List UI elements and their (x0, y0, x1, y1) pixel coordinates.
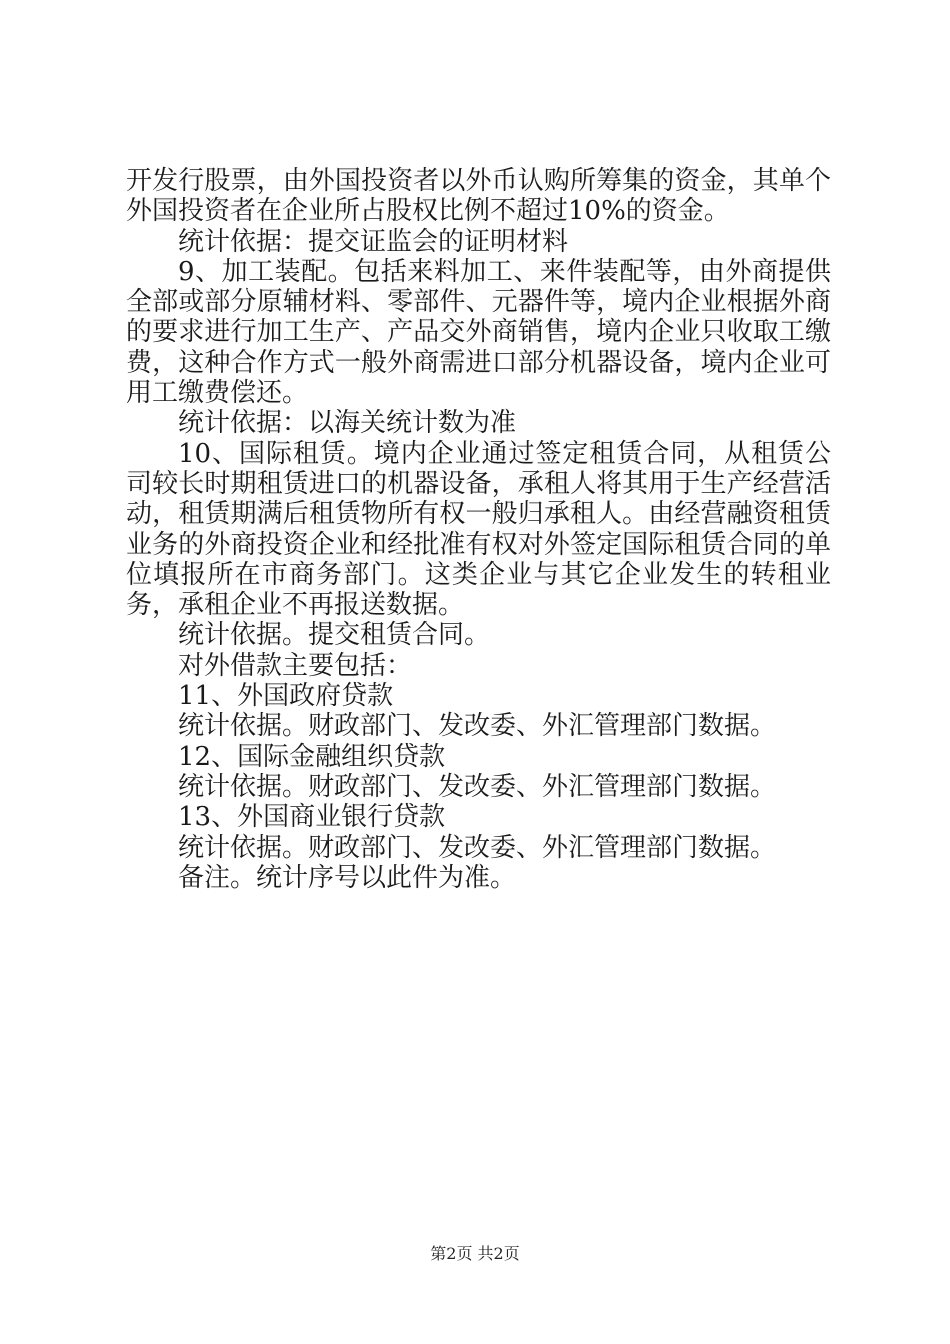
paragraph-basis-securities: 统计依据：提交证监会的证明材料 (178, 226, 569, 257)
paragraph-remark: 备注。统计序号以此件为准。 (178, 862, 517, 893)
paragraph-basis-11: 统计依据。财政部门、发改委、外汇管理部门数据。 (178, 711, 777, 742)
paragraph-loans-heading: 对外借款主要包括： (178, 650, 413, 681)
document-body (126, 166, 831, 893)
paragraph-item-13: 13、外国商业银行贷款 (178, 802, 446, 833)
paragraph-item-9: 9、加工装配。包括来料加工、来件装配等，由外商提供全部或部分原辅材料、零部件、元器件等，境内企业根据外商的要求进行加工生产、产品交外商销售，境内企业只收取工缴费，这种合作方式一般外商需进口部分机器设备，境内企业可用工缴费偿还。 (126, 256, 831, 409)
paragraph-basis-customs: 统计依据：以海关统计数为准 (178, 408, 517, 439)
paragraph-basis-13: 统计依据。财政部门、发改委、外汇管理部门数据。 (178, 832, 777, 863)
paragraph-basis-lease: 统计依据。提交租赁合同。 (178, 620, 491, 651)
paragraph-basis-12: 统计依据。财政部门、发改委、外汇管理部门数据。 (178, 771, 777, 802)
paragraph-item-12: 12、国际金融组织贷款 (178, 741, 446, 772)
paragraph-continuation: 开发行股票，由外国投资者以外币认购所筹集的资金，其单个外国投资者在企业所占股权比例不超过10%的资金。 (126, 166, 831, 227)
paragraph-item-10: 10、国际租赁。境内企业通过签定租赁合同，从租赁公司较长时期租赁进口的机器设备，承租人将其用于生产经营活动，租赁期满后租赁物所有权一般归承租人。由经营融资租赁业务的外商投资企业和经批准有权对外签定国际租赁合同的单位填报所在市商务部门。这类企业与其它企业发生的转租业务，承租企业不再报送数据。 (126, 438, 831, 621)
page-footer: 第2页 共2页 (430, 1244, 520, 1263)
paragraph-item-11: 11、外国政府贷款 (178, 681, 394, 712)
